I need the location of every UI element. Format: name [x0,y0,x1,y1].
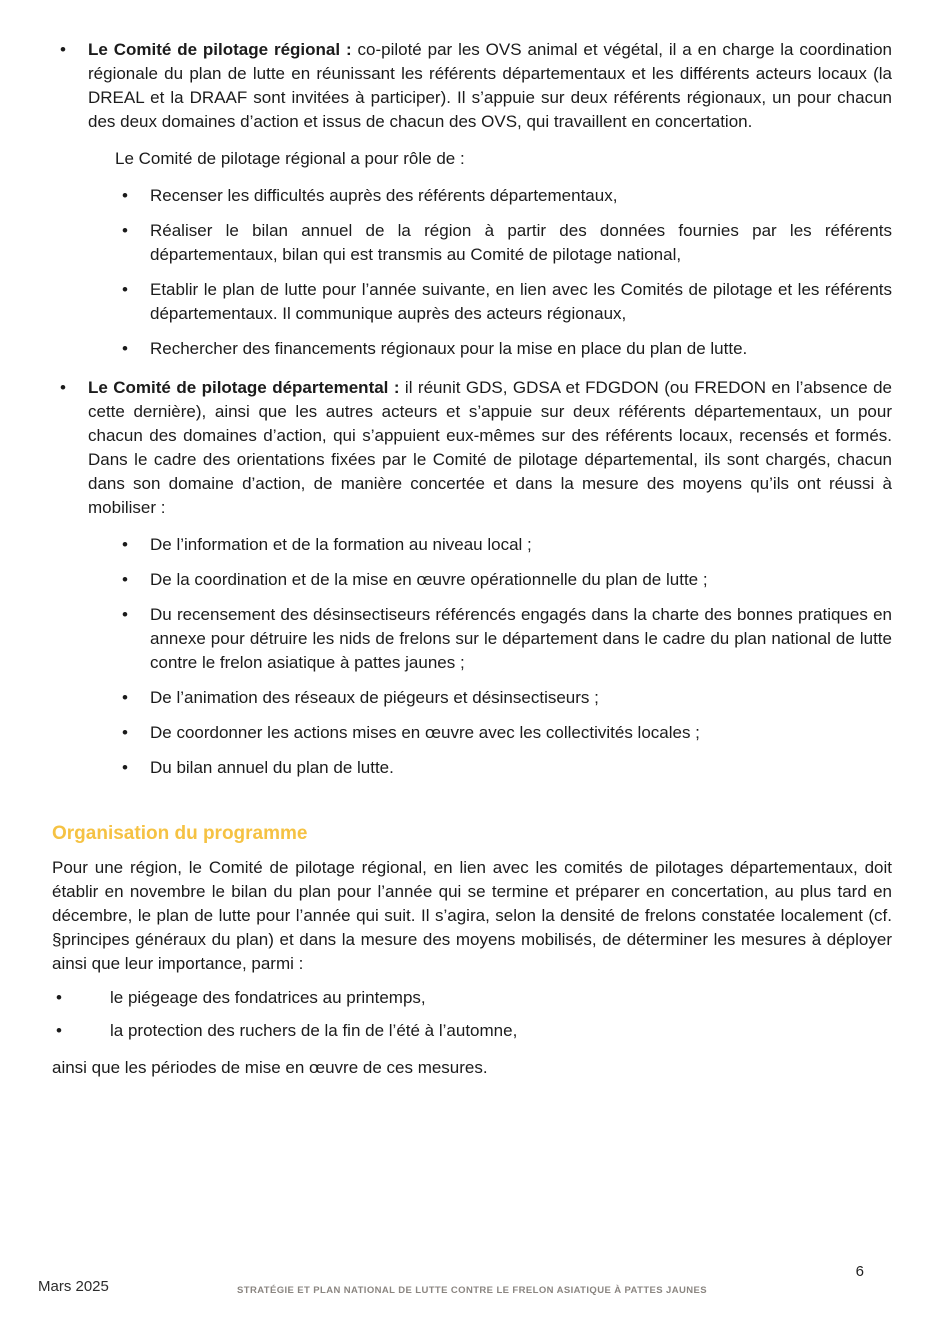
bullet-icon: • [122,758,128,777]
regional-role-list [122,184,892,361]
bullet-icon: • [122,605,128,624]
list-item-text: De l’animation des réseaux de piégeurs et désinsectiseurs ; [150,688,599,707]
list-item-text: Etablir le plan de lutte pour l’année suivante, en lien avec les Comités de pilotage et les référents départementaux. Il communique auprès des acteurs régionaux, [150,280,892,323]
list-item [52,1019,892,1043]
page-content [52,38,892,1080]
page-number: 6 [855,1263,864,1280]
list-item [122,278,892,326]
list-item-text: Du bilan annuel du plan de lutte. [150,758,394,777]
bullet-icon: • [122,186,128,205]
list-item-text: De la coordination et de la mise en œuvre opérationnelle du plan de lutte ; [150,570,708,589]
bullet-icon: • [60,378,66,397]
measures-list [52,986,892,1043]
bullet-icon: • [122,570,128,589]
committee-list [52,376,892,520]
list-item [122,603,892,675]
bullet-icon: • [56,988,62,1007]
list-item [122,219,892,267]
list-item-text: Rechercher des financements régionaux pour la mise en place du plan de lutte. [150,339,748,358]
bullet-icon: • [122,535,128,554]
list-item [122,756,892,780]
list-item-regional-committee [52,38,892,134]
organisation-closing: ainsi que les périodes de mise en œuvre de ces mesures. [52,1058,488,1077]
list-item [122,568,892,592]
bullet-icon: • [122,688,128,707]
bullet-icon: • [60,40,66,59]
list-item-text: le piégeage des fondatrices au printemps, [110,988,426,1007]
list-item-departmental-committee [52,376,892,520]
list-item [122,184,892,208]
regional-committee-label: Le Comité de pilotage régional : [88,40,352,59]
section-heading-organisation: Organisation du programme [52,823,308,844]
bullet-icon: • [56,1021,62,1040]
regional-role-intro: Le Comité de pilotage régional a pour rôle de : [115,149,465,168]
list-item-text: Réaliser le bilan annuel de la région à partir des données fournies par les référents départementaux, bilan qui est transmis au Comité de pilotage national, [150,221,892,264]
list-item [122,533,892,557]
departmental-committee-label: Le Comité de pilotage départemental : [88,378,400,397]
list-item [122,337,892,361]
list-item-text: la protection des ruchers de la fin de l’été à l’automne, [110,1021,518,1040]
bullet-icon: • [122,280,128,299]
list-item [52,986,892,1010]
list-item-text: Recenser les difficultés auprès des référents départementaux, [150,186,618,205]
organisation-paragraph: Pour une région, le Comité de pilotage régional, en lien avec les comités de pilotages départementaux, doit établir en novembre le bilan du plan pour l’année qui se termine et préparer en concertation, au plus tard en décembre, le plan de lutte pour l’année qui suit. Il s’agira, selon la densité de frelons constatée localement (cf. §principes généraux du plan) et dans la mesure des moyens mobilisés, de déterminer les mesures à déployer ainsi que leur importance, parmi : [52,858,892,973]
list-item [122,721,892,745]
list-item [122,686,892,710]
bullet-icon: • [122,221,128,240]
list-item-text: De l’information et de la formation au niveau local ; [150,535,532,554]
bullet-icon: • [122,723,128,742]
bullet-icon: • [122,339,128,358]
footer-document-title: STRATÉGIE ET PLAN NATIONAL DE LUTTE CONTRE LE FRELON ASIATIQUE À PATTES JAUNES [237,1285,707,1296]
departmental-committee-text [88,376,892,520]
regional-committee-body: co-piloté par les OVS animal et végétal, il a en charge la coordination régionale du plan de lutte en réunissant les référents départementaux et les différents acteurs locaux (la DREAL et la DRAAF sont invitées à participer). Il s’appuie sur deux référents régionaux, un pour chacun des deux domaines d’action et issus de chacun des OVS, qui travaillent en concertation. [88,40,892,131]
regional-committee-text [88,38,892,134]
footer-date: Mars 2025 [38,1278,109,1295]
list-item-text: De coordonner les actions mises en œuvre avec les collectivités locales ; [150,723,700,742]
committee-list [52,38,892,134]
departmental-committee-body: il réunit GDS, GDSA et FDGDON (ou FREDON en l’absence de cette dernière), ainsi que les autres acteurs et s’appuie sur deux référents départementaux, un pour chacun des domaines d’action, qui s’appuient eux-mêmes sur des référents locaux, recensés et formés. Dans le cadre des orientations fixées par le Comité de pilotage départemental, ils sont chargés, chacun dans son domaine d’action, de manière concertée et dans la mesure des moyens qu’ils ont réussi à mobiliser : [88,378,892,517]
departmental-duties-list [122,533,892,780]
list-item-text: Du recensement des désinsectiseurs référencés engagés dans la charte des bonnes pratiques en annexe pour détruire les nids de frelons sur le département dans le cadre du plan national de lutte contre le frelon asiatique à pattes jaunes ; [150,605,892,672]
